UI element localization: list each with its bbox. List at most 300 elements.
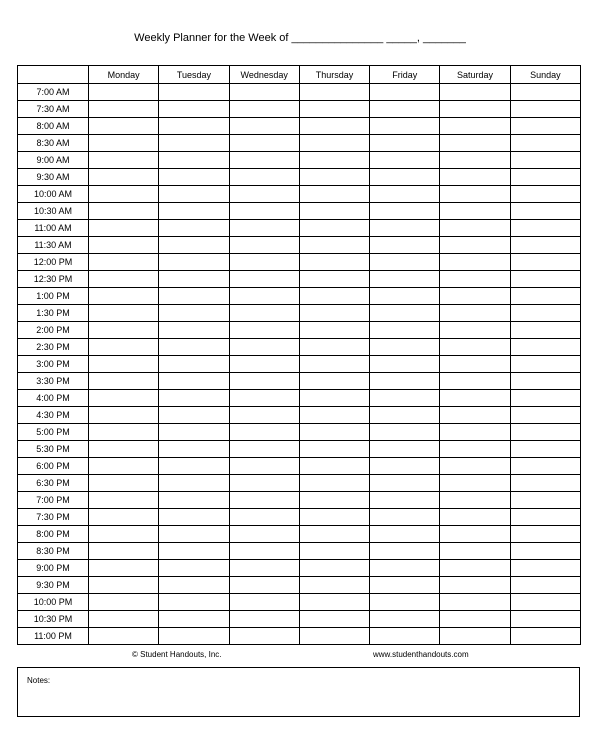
- slot-cell-friday[interactable]: [370, 475, 440, 492]
- table-row: [18, 611, 581, 628]
- table-row: [18, 577, 581, 594]
- slot-cell-friday[interactable]: [370, 339, 440, 356]
- notes-label: Notes:: [27, 676, 51, 685]
- slot-cell-sunday[interactable]: [510, 339, 580, 356]
- slot-cell-saturday[interactable]: [440, 152, 510, 169]
- day-header-monday: Monday: [89, 66, 159, 84]
- slot-cell-thursday[interactable]: [299, 220, 369, 237]
- slot-cell-wednesday[interactable]: [229, 577, 299, 594]
- slot-cell-saturday[interactable]: [440, 475, 510, 492]
- slot-cell-friday[interactable]: [370, 135, 440, 152]
- slot-cell-saturday[interactable]: [440, 373, 510, 390]
- slot-cell-saturday[interactable]: [440, 594, 510, 611]
- slot-cell-monday[interactable]: [89, 458, 159, 475]
- slot-cell-monday[interactable]: [89, 407, 159, 424]
- slot-cell-friday[interactable]: [370, 373, 440, 390]
- slot-cell-monday[interactable]: [89, 254, 159, 271]
- slot-cell-sunday[interactable]: [510, 356, 580, 373]
- slot-cell-friday[interactable]: [370, 577, 440, 594]
- slot-cell-saturday[interactable]: [440, 169, 510, 186]
- slot-cell-tuesday[interactable]: [159, 628, 229, 645]
- slot-cell-sunday[interactable]: [510, 543, 580, 560]
- slot-cell-tuesday[interactable]: [159, 237, 229, 254]
- slot-cell-tuesday[interactable]: [159, 322, 229, 339]
- slot-cell-saturday[interactable]: [440, 577, 510, 594]
- slot-cell-wednesday[interactable]: [229, 543, 299, 560]
- table-row: [18, 594, 581, 611]
- day-header-wednesday: Wednesday: [229, 66, 299, 84]
- table-row: [18, 101, 581, 118]
- table-row: [18, 628, 581, 645]
- time-label: 2:30 PM: [18, 339, 89, 356]
- slot-cell-saturday[interactable]: [440, 628, 510, 645]
- slot-cell-sunday[interactable]: [510, 492, 580, 509]
- time-label: 12:30 PM: [18, 271, 89, 288]
- slot-cell-thursday[interactable]: [299, 628, 369, 645]
- slot-cell-monday[interactable]: [89, 373, 159, 390]
- slot-cell-tuesday[interactable]: [159, 339, 229, 356]
- slot-cell-sunday[interactable]: [510, 526, 580, 543]
- table-row: [18, 373, 581, 390]
- day-header-saturday: Saturday: [440, 66, 510, 84]
- slot-cell-thursday[interactable]: [299, 611, 369, 628]
- slot-cell-saturday[interactable]: [440, 254, 510, 271]
- slot-cell-thursday[interactable]: [299, 407, 369, 424]
- time-label: 10:00 AM: [18, 186, 89, 203]
- slot-cell-sunday[interactable]: [510, 101, 580, 118]
- slot-cell-monday[interactable]: [89, 577, 159, 594]
- slot-cell-thursday[interactable]: [299, 152, 369, 169]
- slot-cell-thursday[interactable]: [299, 288, 369, 305]
- slot-cell-thursday[interactable]: [299, 526, 369, 543]
- time-label: 2:00 PM: [18, 322, 89, 339]
- slot-cell-monday[interactable]: [89, 594, 159, 611]
- slot-cell-friday[interactable]: [370, 492, 440, 509]
- slot-cell-sunday[interactable]: [510, 271, 580, 288]
- slot-cell-monday[interactable]: [89, 101, 159, 118]
- time-label: 9:30 AM: [18, 169, 89, 186]
- slot-cell-wednesday[interactable]: [229, 152, 299, 169]
- time-column-header: [18, 66, 89, 84]
- slot-cell-monday[interactable]: [89, 169, 159, 186]
- slot-cell-monday[interactable]: [89, 322, 159, 339]
- slot-cell-wednesday[interactable]: [229, 492, 299, 509]
- planner-body: [18, 84, 581, 645]
- slot-cell-tuesday[interactable]: [159, 526, 229, 543]
- slot-cell-friday[interactable]: [370, 458, 440, 475]
- time-label: 4:30 PM: [18, 407, 89, 424]
- slot-cell-saturday[interactable]: [440, 560, 510, 577]
- slot-cell-saturday[interactable]: [440, 407, 510, 424]
- slot-cell-tuesday[interactable]: [159, 84, 229, 101]
- slot-cell-tuesday[interactable]: [159, 186, 229, 203]
- table-row: [18, 254, 581, 271]
- slot-cell-wednesday[interactable]: [229, 407, 299, 424]
- slot-cell-wednesday[interactable]: [229, 84, 299, 101]
- time-label: 5:00 PM: [18, 424, 89, 441]
- slot-cell-saturday[interactable]: [440, 390, 510, 407]
- slot-cell-sunday[interactable]: [510, 186, 580, 203]
- slot-cell-friday[interactable]: [370, 288, 440, 305]
- slot-cell-thursday[interactable]: [299, 458, 369, 475]
- slot-cell-tuesday[interactable]: [159, 475, 229, 492]
- slot-cell-monday[interactable]: [89, 560, 159, 577]
- slot-cell-wednesday[interactable]: [229, 526, 299, 543]
- slot-cell-wednesday[interactable]: [229, 475, 299, 492]
- slot-cell-monday[interactable]: [89, 84, 159, 101]
- slot-cell-friday[interactable]: [370, 101, 440, 118]
- table-row: [18, 526, 581, 543]
- slot-cell-friday[interactable]: [370, 390, 440, 407]
- table-row: [18, 271, 581, 288]
- slot-cell-saturday[interactable]: [440, 203, 510, 220]
- slot-cell-monday[interactable]: [89, 441, 159, 458]
- slot-cell-thursday[interactable]: [299, 305, 369, 322]
- slot-cell-saturday[interactable]: [440, 339, 510, 356]
- slot-cell-tuesday[interactable]: [159, 577, 229, 594]
- slot-cell-thursday[interactable]: [299, 237, 369, 254]
- slot-cell-friday[interactable]: [370, 407, 440, 424]
- slot-cell-thursday[interactable]: [299, 101, 369, 118]
- table-row: [18, 543, 581, 560]
- slot-cell-sunday[interactable]: [510, 152, 580, 169]
- time-label: 10:30 AM: [18, 203, 89, 220]
- slot-cell-wednesday[interactable]: [229, 169, 299, 186]
- slot-cell-thursday[interactable]: [299, 169, 369, 186]
- slot-cell-tuesday[interactable]: [159, 594, 229, 611]
- slot-cell-sunday[interactable]: [510, 220, 580, 237]
- slot-cell-monday[interactable]: [89, 526, 159, 543]
- day-header-thursday: Thursday: [299, 66, 369, 84]
- slot-cell-tuesday[interactable]: [159, 458, 229, 475]
- slot-cell-saturday[interactable]: [440, 543, 510, 560]
- slot-cell-tuesday[interactable]: [159, 254, 229, 271]
- table-row: [18, 407, 581, 424]
- slot-cell-wednesday[interactable]: [229, 356, 299, 373]
- slot-cell-friday[interactable]: [370, 441, 440, 458]
- slot-cell-thursday[interactable]: [299, 356, 369, 373]
- slot-cell-friday[interactable]: [370, 526, 440, 543]
- slot-cell-sunday[interactable]: [510, 407, 580, 424]
- slot-cell-thursday[interactable]: [299, 271, 369, 288]
- slot-cell-friday[interactable]: [370, 169, 440, 186]
- slot-cell-tuesday[interactable]: [159, 356, 229, 373]
- table-row: [18, 356, 581, 373]
- slot-cell-monday[interactable]: [89, 424, 159, 441]
- slot-cell-tuesday[interactable]: [159, 118, 229, 135]
- time-label: 10:30 PM: [18, 611, 89, 628]
- slot-cell-thursday[interactable]: [299, 509, 369, 526]
- time-label: 3:00 PM: [18, 356, 89, 373]
- slot-cell-sunday[interactable]: [510, 628, 580, 645]
- table-row: [18, 322, 581, 339]
- time-label: 1:30 PM: [18, 305, 89, 322]
- slot-cell-thursday[interactable]: [299, 254, 369, 271]
- slot-cell-monday[interactable]: [89, 492, 159, 509]
- slot-cell-thursday[interactable]: [299, 373, 369, 390]
- table-row: [18, 135, 581, 152]
- slot-cell-friday[interactable]: [370, 271, 440, 288]
- slot-cell-sunday[interactable]: [510, 203, 580, 220]
- slot-cell-thursday[interactable]: [299, 186, 369, 203]
- day-header-tuesday: Tuesday: [159, 66, 229, 84]
- slot-cell-wednesday[interactable]: [229, 186, 299, 203]
- slot-cell-wednesday[interactable]: [229, 101, 299, 118]
- slot-cell-thursday[interactable]: [299, 203, 369, 220]
- slot-cell-wednesday[interactable]: [229, 373, 299, 390]
- slot-cell-thursday[interactable]: [299, 492, 369, 509]
- slot-cell-sunday[interactable]: [510, 560, 580, 577]
- time-label: 1:00 PM: [18, 288, 89, 305]
- slot-cell-saturday[interactable]: [440, 458, 510, 475]
- slot-cell-monday[interactable]: [89, 390, 159, 407]
- slot-cell-friday[interactable]: [370, 118, 440, 135]
- website-link[interactable]: www.studenthandouts.com: [373, 650, 469, 659]
- time-label: 11:30 AM: [18, 237, 89, 254]
- slot-cell-wednesday[interactable]: [229, 424, 299, 441]
- slot-cell-tuesday[interactable]: [159, 509, 229, 526]
- slot-cell-wednesday[interactable]: [229, 237, 299, 254]
- slot-cell-wednesday[interactable]: [229, 390, 299, 407]
- table-row: [18, 288, 581, 305]
- slot-cell-thursday[interactable]: [299, 84, 369, 101]
- slot-cell-friday[interactable]: [370, 186, 440, 203]
- slot-cell-wednesday[interactable]: [229, 254, 299, 271]
- slot-cell-friday[interactable]: [370, 152, 440, 169]
- table-row: [18, 220, 581, 237]
- slot-cell-monday[interactable]: [89, 543, 159, 560]
- time-label: 6:30 PM: [18, 475, 89, 492]
- slot-cell-saturday[interactable]: [440, 288, 510, 305]
- slot-cell-tuesday[interactable]: [159, 611, 229, 628]
- slot-cell-friday[interactable]: [370, 84, 440, 101]
- slot-cell-sunday[interactable]: [510, 305, 580, 322]
- slot-cell-wednesday[interactable]: [229, 271, 299, 288]
- slot-cell-friday[interactable]: [370, 560, 440, 577]
- table-row: [18, 237, 581, 254]
- slot-cell-monday[interactable]: [89, 509, 159, 526]
- time-label: 8:00 AM: [18, 118, 89, 135]
- slot-cell-tuesday[interactable]: [159, 441, 229, 458]
- slot-cell-monday[interactable]: [89, 271, 159, 288]
- slot-cell-wednesday[interactable]: [229, 611, 299, 628]
- slot-cell-tuesday[interactable]: [159, 543, 229, 560]
- slot-cell-friday[interactable]: [370, 356, 440, 373]
- slot-cell-sunday[interactable]: [510, 169, 580, 186]
- slot-cell-monday[interactable]: [89, 237, 159, 254]
- slot-cell-friday[interactable]: [370, 254, 440, 271]
- slot-cell-monday[interactable]: [89, 628, 159, 645]
- slot-cell-monday[interactable]: [89, 152, 159, 169]
- slot-cell-tuesday[interactable]: [159, 407, 229, 424]
- slot-cell-wednesday[interactable]: [229, 560, 299, 577]
- slot-cell-wednesday[interactable]: [229, 628, 299, 645]
- slot-cell-friday[interactable]: [370, 509, 440, 526]
- slot-cell-sunday[interactable]: [510, 373, 580, 390]
- table-row: [18, 390, 581, 407]
- slot-cell-sunday[interactable]: [510, 288, 580, 305]
- slot-cell-wednesday[interactable]: [229, 305, 299, 322]
- slot-cell-sunday[interactable]: [510, 84, 580, 101]
- slot-cell-wednesday[interactable]: [229, 288, 299, 305]
- slot-cell-thursday[interactable]: [299, 339, 369, 356]
- time-label: 7:30 AM: [18, 101, 89, 118]
- slot-cell-saturday[interactable]: [440, 271, 510, 288]
- slot-cell-sunday[interactable]: [510, 322, 580, 339]
- slot-cell-friday[interactable]: [370, 628, 440, 645]
- slot-cell-tuesday[interactable]: [159, 305, 229, 322]
- slot-cell-monday[interactable]: [89, 339, 159, 356]
- table-row: [18, 305, 581, 322]
- slot-cell-tuesday[interactable]: [159, 492, 229, 509]
- notes-box[interactable]: [17, 667, 580, 717]
- slot-cell-wednesday[interactable]: [229, 203, 299, 220]
- time-label: 8:00 PM: [18, 526, 89, 543]
- slot-cell-wednesday[interactable]: [229, 135, 299, 152]
- slot-cell-saturday[interactable]: [440, 611, 510, 628]
- slot-cell-saturday[interactable]: [440, 237, 510, 254]
- slot-cell-monday[interactable]: [89, 203, 159, 220]
- slot-cell-tuesday[interactable]: [159, 101, 229, 118]
- slot-cell-wednesday[interactable]: [229, 594, 299, 611]
- slot-cell-sunday[interactable]: [510, 441, 580, 458]
- table-row: [18, 475, 581, 492]
- slot-cell-tuesday[interactable]: [159, 152, 229, 169]
- table-row: [18, 424, 581, 441]
- slot-cell-sunday[interactable]: [510, 509, 580, 526]
- table-row: [18, 203, 581, 220]
- day-header-friday: Friday: [370, 66, 440, 84]
- slot-cell-saturday[interactable]: [440, 84, 510, 101]
- slot-cell-monday[interactable]: [89, 186, 159, 203]
- copyright-text: © Student Handouts, Inc.: [132, 650, 222, 659]
- table-row: [18, 509, 581, 526]
- slot-cell-monday[interactable]: [89, 475, 159, 492]
- table-row: [18, 84, 581, 101]
- slot-cell-thursday[interactable]: [299, 135, 369, 152]
- time-label: 7:00 PM: [18, 492, 89, 509]
- slot-cell-sunday[interactable]: [510, 458, 580, 475]
- slot-cell-saturday[interactable]: [440, 441, 510, 458]
- slot-cell-saturday[interactable]: [440, 356, 510, 373]
- slot-cell-sunday[interactable]: [510, 424, 580, 441]
- slot-cell-saturday[interactable]: [440, 509, 510, 526]
- slot-cell-saturday[interactable]: [440, 186, 510, 203]
- slot-cell-sunday[interactable]: [510, 390, 580, 407]
- slot-cell-monday[interactable]: [89, 288, 159, 305]
- slot-cell-friday[interactable]: [370, 305, 440, 322]
- slot-cell-friday[interactable]: [370, 543, 440, 560]
- slot-cell-friday[interactable]: [370, 424, 440, 441]
- slot-cell-saturday[interactable]: [440, 322, 510, 339]
- slot-cell-sunday[interactable]: [510, 237, 580, 254]
- slot-cell-sunday[interactable]: [510, 611, 580, 628]
- slot-cell-saturday[interactable]: [440, 220, 510, 237]
- slot-cell-saturday[interactable]: [440, 135, 510, 152]
- slot-cell-sunday[interactable]: [510, 135, 580, 152]
- time-label: 7:00 AM: [18, 84, 89, 101]
- slot-cell-saturday[interactable]: [440, 118, 510, 135]
- slot-cell-thursday[interactable]: [299, 577, 369, 594]
- slot-cell-wednesday[interactable]: [229, 509, 299, 526]
- slot-cell-tuesday[interactable]: [159, 424, 229, 441]
- slot-cell-tuesday[interactable]: [159, 390, 229, 407]
- slot-cell-wednesday[interactable]: [229, 220, 299, 237]
- slot-cell-saturday[interactable]: [440, 101, 510, 118]
- slot-cell-thursday[interactable]: [299, 560, 369, 577]
- day-header-sunday: Sunday: [510, 66, 580, 84]
- page-title: Weekly Planner for the Week of _______________ _____, _______: [134, 32, 466, 44]
- slot-cell-tuesday[interactable]: [159, 288, 229, 305]
- slot-cell-thursday[interactable]: [299, 441, 369, 458]
- slot-cell-thursday[interactable]: [299, 322, 369, 339]
- slot-cell-wednesday[interactable]: [229, 339, 299, 356]
- slot-cell-thursday[interactable]: [299, 390, 369, 407]
- slot-cell-tuesday[interactable]: [159, 203, 229, 220]
- slot-cell-monday[interactable]: [89, 220, 159, 237]
- slot-cell-saturday[interactable]: [440, 305, 510, 322]
- slot-cell-tuesday[interactable]: [159, 560, 229, 577]
- slot-cell-thursday[interactable]: [299, 543, 369, 560]
- table-row: [18, 339, 581, 356]
- slot-cell-monday[interactable]: [89, 118, 159, 135]
- slot-cell-friday[interactable]: [370, 594, 440, 611]
- slot-cell-friday[interactable]: [370, 220, 440, 237]
- slot-cell-tuesday[interactable]: [159, 135, 229, 152]
- slot-cell-wednesday[interactable]: [229, 118, 299, 135]
- slot-cell-thursday[interactable]: [299, 118, 369, 135]
- slot-cell-thursday[interactable]: [299, 594, 369, 611]
- table-row: [18, 441, 581, 458]
- slot-cell-sunday[interactable]: [510, 254, 580, 271]
- slot-cell-saturday[interactable]: [440, 492, 510, 509]
- slot-cell-monday[interactable]: [89, 135, 159, 152]
- slot-cell-friday[interactable]: [370, 203, 440, 220]
- slot-cell-monday[interactable]: [89, 356, 159, 373]
- slot-cell-friday[interactable]: [370, 237, 440, 254]
- table-row: [18, 118, 581, 135]
- slot-cell-sunday[interactable]: [510, 577, 580, 594]
- slot-cell-sunday[interactable]: [510, 475, 580, 492]
- slot-cell-wednesday[interactable]: [229, 441, 299, 458]
- slot-cell-tuesday[interactable]: [159, 373, 229, 390]
- time-label: 7:30 PM: [18, 509, 89, 526]
- table-row: [18, 169, 581, 186]
- header-row: [18, 66, 581, 84]
- slot-cell-monday[interactable]: [89, 305, 159, 322]
- slot-cell-tuesday[interactable]: [159, 271, 229, 288]
- slot-cell-sunday[interactable]: [510, 594, 580, 611]
- slot-cell-wednesday[interactable]: [229, 458, 299, 475]
- time-label: 11:00 AM: [18, 220, 89, 237]
- slot-cell-tuesday[interactable]: [159, 169, 229, 186]
- slot-cell-tuesday[interactable]: [159, 220, 229, 237]
- slot-cell-thursday[interactable]: [299, 424, 369, 441]
- slot-cell-saturday[interactable]: [440, 424, 510, 441]
- table-row: [18, 458, 581, 475]
- slot-cell-friday[interactable]: [370, 611, 440, 628]
- slot-cell-sunday[interactable]: [510, 118, 580, 135]
- slot-cell-monday[interactable]: [89, 611, 159, 628]
- slot-cell-friday[interactable]: [370, 322, 440, 339]
- time-label: 6:00 PM: [18, 458, 89, 475]
- time-label: 10:00 PM: [18, 594, 89, 611]
- slot-cell-saturday[interactable]: [440, 526, 510, 543]
- time-label: 5:30 PM: [18, 441, 89, 458]
- slot-cell-wednesday[interactable]: [229, 322, 299, 339]
- table-row: [18, 186, 581, 203]
- slot-cell-thursday[interactable]: [299, 475, 369, 492]
